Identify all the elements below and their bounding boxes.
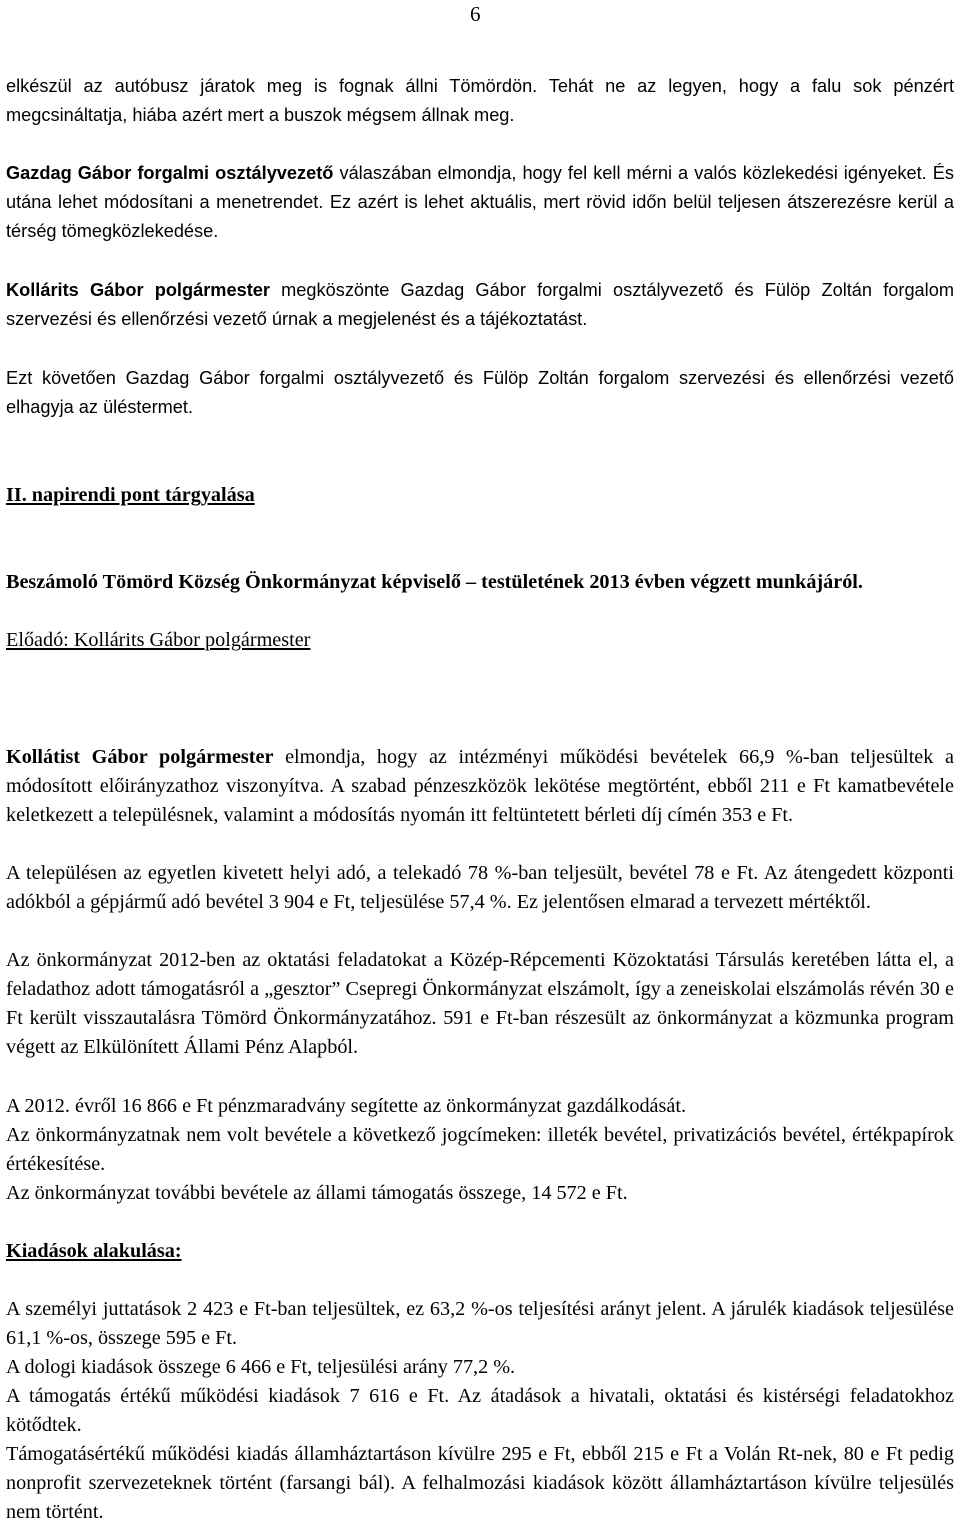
- agenda-heading: II. napirendi pont tárgyalása: [6, 484, 255, 506]
- paragraph-personal-expenses: A személyi juttatások 2 423 e Ft-ban teljesültek, ez 63,2 %-os teljesítési arányt jelent. A járulék kiadások teljesülése 61,1 %-os, összege 595 e Ft.: [6, 1298, 954, 1349]
- paragraph-gazdag-reply: [6, 159, 954, 246]
- paragraph-revenues: [6, 743, 954, 830]
- speaker-name: Gazdag Gábor forgalmi osztályvezető: [6, 163, 334, 183]
- paragraph-material-expenses: A dologi kiadások összege 6 466 e Ft, teljesülési arány 77,2 %.: [6, 1356, 516, 1378]
- speaker-name: Kollátist Gábor polgármester: [6, 746, 274, 768]
- paragraph-external-transfers: Támogatásértékű működési kiadás államháztartáson kívülre 295 e Ft, ebből 215 e Ft a Volán Rt-nek, 80 e Ft pedig nonprofit szervezeteknek történt (farsangi bál). A felhalmozási kiadások között államháztartáson kívülre teljesülés nem történt.: [6, 1443, 954, 1523]
- paragraph-no-revenue: Az önkormányzatnak nem volt bevétele a következő jogcímeken: illeték bevétel, privatizációs bevétel, értékpapírok értékesítése.: [6, 1124, 954, 1175]
- speaker-name: Kollárits Gábor polgármester: [6, 280, 270, 300]
- expenses-heading: Kiadások alakulása:: [6, 1240, 182, 1262]
- report-title: Beszámoló Tömörd Község Önkormányzat képviselő – testületének 2013 évben végzett munkájáról.: [6, 571, 863, 593]
- paragraph-education: Az önkormányzat 2012-ben az oktatási feladatokat a Közép-Répcementi Közoktatási Társulás keretében látta el, a feladathoz adott támogatásról a „gesztor” Csepregi Önkormányzat elszámolt, így a zeneiskolai elszámolás révén 30 e Ft került visszautalásra Tömörd Önkormányzatához. 591 e Ft-ban részesült az önkormányzat a közmunka program végett az Elkülönített Állami Pénz Alapból.: [6, 949, 954, 1058]
- paragraph-local-tax: A településen az egyetlen kivetett helyi adó, a telekadó 78 %-ban teljesült, bevétel 78 e Ft. Az átengedett központi adókból a gépjármű adó bevétel 3 904 e Ft, teljesülése 57,4 %. Ez jelentősen elmarad a tervezett mértéktől.: [6, 862, 954, 913]
- paragraph-text: válaszában elmondja, hogy fel kell mérni a valós közlekedési igényeket. És utána lehet módosítani a menetrendet. Ez azért is lehet aktuális, mert rövid időn belül teljesen átszerezésre kerül a térség tömegközlekedése.: [6, 163, 954, 241]
- paragraph-carryover: A 2012. évről 16 866 e Ft pénzmaradvány segítette az önkormányzat gazdálkodását.: [6, 1095, 686, 1117]
- paragraph-guests-leave: Ezt követően Gazdag Gábor forgalmi osztályvezető és Fülöp Zoltán forgalom szervezési és ellenőrzési vezető elhagyja az üléstermet.: [6, 368, 954, 417]
- paragraph-bus-stops: elkészül az autóbusz járatok meg is fognak állni Tömördön. Tehát ne az legyen, hogy a falu sok pénzért megcsináltatja, hiába azért mert a buszok mégsem állnak meg.: [6, 76, 954, 125]
- paragraph-transfers: A támogatás értékű működési kiadások 7 616 e Ft. Az átadások a hivatali, oktatási és kistérségi feladatokhoz kötődtek.: [6, 1385, 954, 1436]
- paragraph-text: megköszönte Gazdag Gábor forgalmi osztályvezető és Fülöp Zoltán forgalom szervezési és ellenőrzési vezető úrnak a megjelenést és a tájékoztatást.: [6, 280, 954, 329]
- page-number: 6: [470, 2, 481, 26]
- paragraph-mayor-thanks: [6, 276, 954, 334]
- paragraph-text: elmondja, hogy az intézményi működési bevételek 66,9 %-ban teljesültek a módosított előirányzathoz viszonyítva. A szabad pénzeszközök lekötése megtörtént, ebből 211 e Ft kamatbevétele keletkezett a településnek, valamint a módosítás nyomán itt feltüntetett bérleti díj címén 353 e Ft.: [6, 746, 954, 826]
- presenter-line: Előadó: Kollárits Gábor polgármester: [6, 629, 311, 651]
- paragraph-state-support: Az önkormányzat további bevétele az állami támogatás összege, 14 572 e Ft.: [6, 1182, 628, 1204]
